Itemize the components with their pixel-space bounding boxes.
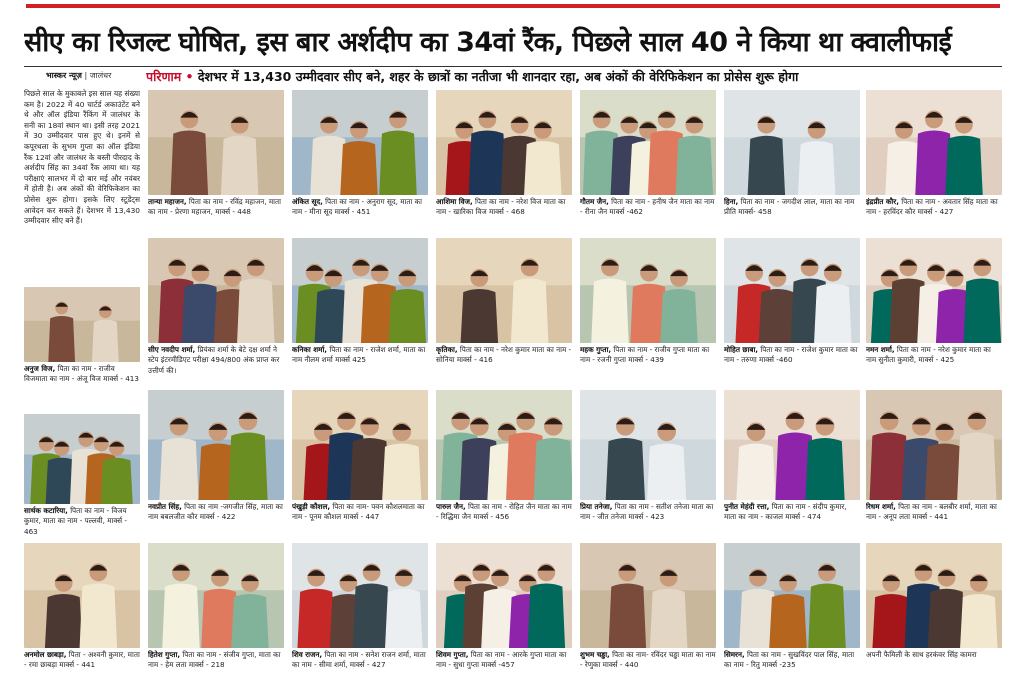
candidate-caption xyxy=(148,345,284,383)
candidate-photo xyxy=(292,543,428,648)
candidate-name: रिधम शर्मा, xyxy=(866,502,896,511)
candidate-card xyxy=(724,238,860,383)
candidate-details: पिता का नाम - सनेश राजन शर्मा, माता का नाम - सीमा शर्मा, मार्क्स - 427 xyxy=(292,650,426,670)
candidate-details: पिता का नाम - जगदीश लाल, माता का नाम प्रीति मार्क्स- 458 xyxy=(724,197,855,217)
candidate-caption xyxy=(292,650,428,688)
candidate-card xyxy=(580,543,716,688)
candidate-photo xyxy=(148,238,284,343)
candidate-card xyxy=(866,390,1002,540)
candidate-caption xyxy=(866,345,1002,383)
candidate-caption xyxy=(436,502,572,540)
candidate-caption xyxy=(148,197,284,235)
candidate-card xyxy=(866,90,1002,235)
candidate-caption xyxy=(292,197,428,235)
deck-text: देशभर में 13,430 उम्मीदवार सीए बने, शहर के छात्रों का नतीजा भी शानदार रहा, अब अंकों की वेरिफिकेशन का प्रोसेस शुरू होगा xyxy=(197,69,799,84)
candidate-card xyxy=(24,414,140,544)
candidate-caption xyxy=(724,650,860,688)
candidate-caption xyxy=(292,502,428,540)
candidate-photo xyxy=(580,238,716,343)
candidate-details: पिता का नाम - हनीष जैन माता का नाम - रीना जैन मार्क्स -462 xyxy=(580,197,715,217)
candidate-name: अंकित सूद, xyxy=(292,197,323,206)
candidate-card xyxy=(580,238,716,383)
candidate-details: पिता का नाम - आरके गुप्ता माता का नाम - सुधा गुप्ता मार्क्स -457 xyxy=(436,650,567,670)
candidate-photo xyxy=(148,90,284,195)
candidate-card xyxy=(292,390,428,540)
candidate-photo xyxy=(436,390,572,500)
candidate-name: तान्या महाजन, xyxy=(148,197,187,206)
candidate-card xyxy=(292,543,428,688)
candidate-card xyxy=(866,543,1002,688)
candidate-details: पिता का नाम - रोहित जैन माता का नाम - रिद्धिमा जैन मार्क्स - 456 xyxy=(436,502,572,522)
candidate-name: नवप्रीत सिंह, xyxy=(148,502,182,511)
headline: सीए का रिजल्ट घोषित, इस बार अर्शदीप का 34वां रैंक, पिछले साल 40 ने किया था क्वालीफाई xyxy=(24,27,952,58)
candidate-card xyxy=(724,390,860,540)
byline-paper: भास्कर न्यूज़ xyxy=(46,71,82,80)
masthead-red-bar xyxy=(26,4,1000,8)
candidate-card xyxy=(24,543,140,688)
candidate-card xyxy=(148,238,284,383)
candidate-caption xyxy=(24,650,140,688)
candidate-name: सिमरन, xyxy=(724,650,745,659)
candidate-card xyxy=(580,390,716,540)
candidate-details: पिता का नाम - राजेश कुमार माता का नाम - तरुणा मार्क्स -460 xyxy=(724,345,858,365)
candidate-caption xyxy=(866,197,1002,235)
candidate-details: पिता का नाम - अवतार सिंह माता का नाम - हरविंदर कौर मार्क्स - 427 xyxy=(866,197,998,217)
candidate-name: महक गुप्ता, xyxy=(580,345,612,354)
candidate-details: पिता का नाम - अनुराग सूद, माता का नाम - मीना सूद मार्क्स - 451 xyxy=(292,197,422,217)
candidate-name: हितेश गुप्ता, xyxy=(148,650,181,659)
candidate-card xyxy=(292,90,428,235)
candidate-card xyxy=(436,390,572,540)
candidate-caption xyxy=(580,345,716,383)
candidate-name: मोहित छाबा, xyxy=(724,345,759,354)
candidate-details: पिता का नाम - नरेश कुमार माता का नाम सुनीता कुमारी, मार्क्स - 425 xyxy=(866,345,991,365)
candidate-details: पिता का नाम - नरेश कुमार माता का नाम - सोनिया मार्क्स - 416 xyxy=(436,345,572,365)
byline: भास्कर न्यूज़ | जालंधर xyxy=(46,71,112,80)
candidate-name: सार्थक कटारिया, xyxy=(24,506,68,515)
candidate-photo xyxy=(866,390,1002,500)
candidate-name: अनुज विज, xyxy=(24,364,56,373)
candidate-photo xyxy=(24,287,140,362)
candidate-caption xyxy=(436,197,572,235)
candidate-card xyxy=(436,90,572,235)
candidate-details: प्रियंका शर्मा के बेटे दक्ष शर्मा ने स्टेप इंटरमीडिएट परीक्षा 494/800 अंक प्राप्त कर उत्तीर्ण की। xyxy=(148,345,280,375)
candidate-name: इंद्रप्रीत कौर, xyxy=(866,197,899,206)
candidate-caption xyxy=(580,197,716,235)
candidate-name: पंखुड़ी कौशल, xyxy=(292,502,331,511)
candidate-photo xyxy=(292,238,428,343)
candidate-name: शिव राजन, xyxy=(292,650,323,659)
candidate-photo xyxy=(436,543,572,648)
candidate-photo xyxy=(436,90,572,195)
candidate-photo xyxy=(292,390,428,500)
intro-text: पिछले साल के मुकाबले इस साल यह संख्या कम है। 2022 में 40 चार्टर्ड अकाउंटेंट बने थे और ऑल इंडिया रैंकिंग में जालंधर के सनी का 18वां स्थान था। इसी तरह 2021 में 30 उम्मीदवार पास हुए थे। इनमें से कपूरथला के सुभम गुप्ता का ऑल इंडिया रैंक 12वां और जालंधर के बस्ती पीरदाद के अर्शदीप सिंह का 34वां रैंक आया था। यह परीक्षाएं सालभर में दो बार मई और नवंबर में होती है। अब अंकों की वेरिफिकेशन का प्रोसेस शुरू होगा। इसके लिए स्टूडेंट्स आवेदन कर सकते हैं। देशभर में 13,430 उम्मीदवार सीए बने हैं। xyxy=(24,89,140,226)
candidate-details: पिता का नाम - राजीव विजमाता का नाम - अंजू विज मार्क्स - 413 xyxy=(24,364,139,384)
candidate-details: पिता का नाम- पवन कौशलमाता का नाम - पूनम कौशल मार्क्स - 447 xyxy=(292,502,425,522)
candidate-details: पिता का नाम -जगजीत सिंह, माता का नाम बबलजीत कौर मार्क्स - 422 xyxy=(148,502,283,522)
candidate-caption xyxy=(148,502,284,540)
candidate-photo xyxy=(580,543,716,648)
candidate-photo xyxy=(148,390,284,500)
candidate-details: पिता का नाम - संदीप कुमार, माता का नाम - काजल मार्क्स - 474 xyxy=(724,502,847,522)
candidate-card xyxy=(292,238,428,383)
candidate-caption xyxy=(724,502,860,540)
candidate-photo xyxy=(24,414,140,504)
candidate-card xyxy=(724,543,860,688)
candidate-card xyxy=(436,238,572,383)
candidate-photo xyxy=(724,238,860,343)
candidate-details: पिता का नाम - बलबीर शर्मा, माता का नाम - अनूप लता मार्क्स - 441 xyxy=(866,502,997,522)
candidate-caption xyxy=(24,364,140,402)
candidate-photo xyxy=(724,390,860,500)
candidate-photo xyxy=(148,543,284,648)
candidate-photo xyxy=(436,238,572,343)
candidate-details: पिता का नाम- रविंदर चड्ढा माता का नाम - रेणुका मार्क्स - 440 xyxy=(580,650,716,670)
candidate-caption xyxy=(866,502,1002,540)
candidate-card xyxy=(724,90,860,235)
candidate-photo xyxy=(580,90,716,195)
candidate-caption xyxy=(436,650,572,688)
candidate-name: सीए नवदीप शर्मा, xyxy=(148,345,196,354)
candidate-caption xyxy=(580,502,716,540)
candidate-card xyxy=(148,390,284,540)
candidate-name: गौतम जैन, xyxy=(580,197,609,206)
candidate-caption xyxy=(148,650,284,688)
candidate-photo xyxy=(866,238,1002,343)
candidate-name: पुनीत मेहंदी रत्ता, xyxy=(724,502,770,511)
candidate-details: पिता का नाम - नरेश विज माता का नाम - खारिका विज मार्क्स - 468 xyxy=(436,197,566,217)
candidate-name: शिवम गुप्ता, xyxy=(436,650,469,659)
candidate-card xyxy=(436,543,572,688)
candidate-photo xyxy=(24,543,140,648)
candidate-name: आशिमा विज, xyxy=(436,197,473,206)
byline-city: जालंधर xyxy=(89,71,112,80)
candidate-name: अनमोल छाबड़ा, xyxy=(24,650,67,659)
candidate-card xyxy=(866,238,1002,383)
candidate-caption xyxy=(436,345,572,383)
candidate-name: हिना, xyxy=(724,197,739,206)
deck-tag: परिणाम • xyxy=(146,69,194,84)
candidate-details: पिता का नाम - सतीश तनेजा माता का नाम - जीत तनेजा मार्क्स - 423 xyxy=(580,502,714,522)
candidate-caption xyxy=(24,506,140,544)
candidate-name: पारुल जैन, xyxy=(436,502,466,511)
candidate-card xyxy=(148,90,284,235)
candidate-card xyxy=(580,90,716,235)
candidate-details: अपनी फैमिली के साथ हरकंवर सिंह कामरा xyxy=(866,650,977,659)
candidate-details: पिता का नाम - संजीव गुप्ता, माता का नाम - हेम लता मार्क्स - 218 xyxy=(148,650,281,670)
candidate-caption xyxy=(724,345,860,383)
candidate-details: पिता का नाम - सुखविंदर पाल सिंह, माता का नाम - रितु मार्क्स -235 xyxy=(724,650,855,670)
candidate-details: पिता का नाम - राजेश शर्मा, माता का नाम नीलम शर्मा मार्क्स 425 xyxy=(292,345,426,365)
candidate-name: प्रिया तनेजा, xyxy=(580,502,613,511)
candidate-name: कनिका शर्मा, xyxy=(292,345,328,354)
candidate-name: कृतिका, xyxy=(436,345,458,354)
candidate-photo xyxy=(866,90,1002,195)
candidate-details: पिता - अश्वनी कुमार, माता - रमा छाबड़ा मार्क्स - 441 xyxy=(24,650,140,670)
candidate-caption xyxy=(866,650,1002,688)
candidate-photo xyxy=(292,90,428,195)
candidate-details: पिता का नाम - रविंद्र महाजन, माता का नाम - प्रेरणा महाजन, मार्क्स - 448 xyxy=(148,197,281,217)
candidate-photo xyxy=(724,543,860,648)
candidate-card xyxy=(24,287,140,402)
candidate-details: पिता का नाम - राजीव गुप्ता माता का नाम - रजनी गुप्ता मार्क्स - 439 xyxy=(580,345,710,365)
candidate-card xyxy=(148,543,284,688)
candidate-caption xyxy=(580,650,716,688)
candidate-photo xyxy=(724,90,860,195)
candidate-photo xyxy=(580,390,716,500)
candidate-details: पिता का नाम - विजय कुमार, माता का नाम - पल्लवी, मार्क्स - 463 xyxy=(24,506,127,536)
deck xyxy=(146,67,1006,87)
candidate-caption xyxy=(292,345,428,383)
candidate-caption xyxy=(724,197,860,235)
candidate-name: शुभम चड्ढा, xyxy=(580,650,610,659)
candidate-name: नमन शर्मा, xyxy=(866,345,895,354)
candidate-photo xyxy=(866,543,1002,648)
